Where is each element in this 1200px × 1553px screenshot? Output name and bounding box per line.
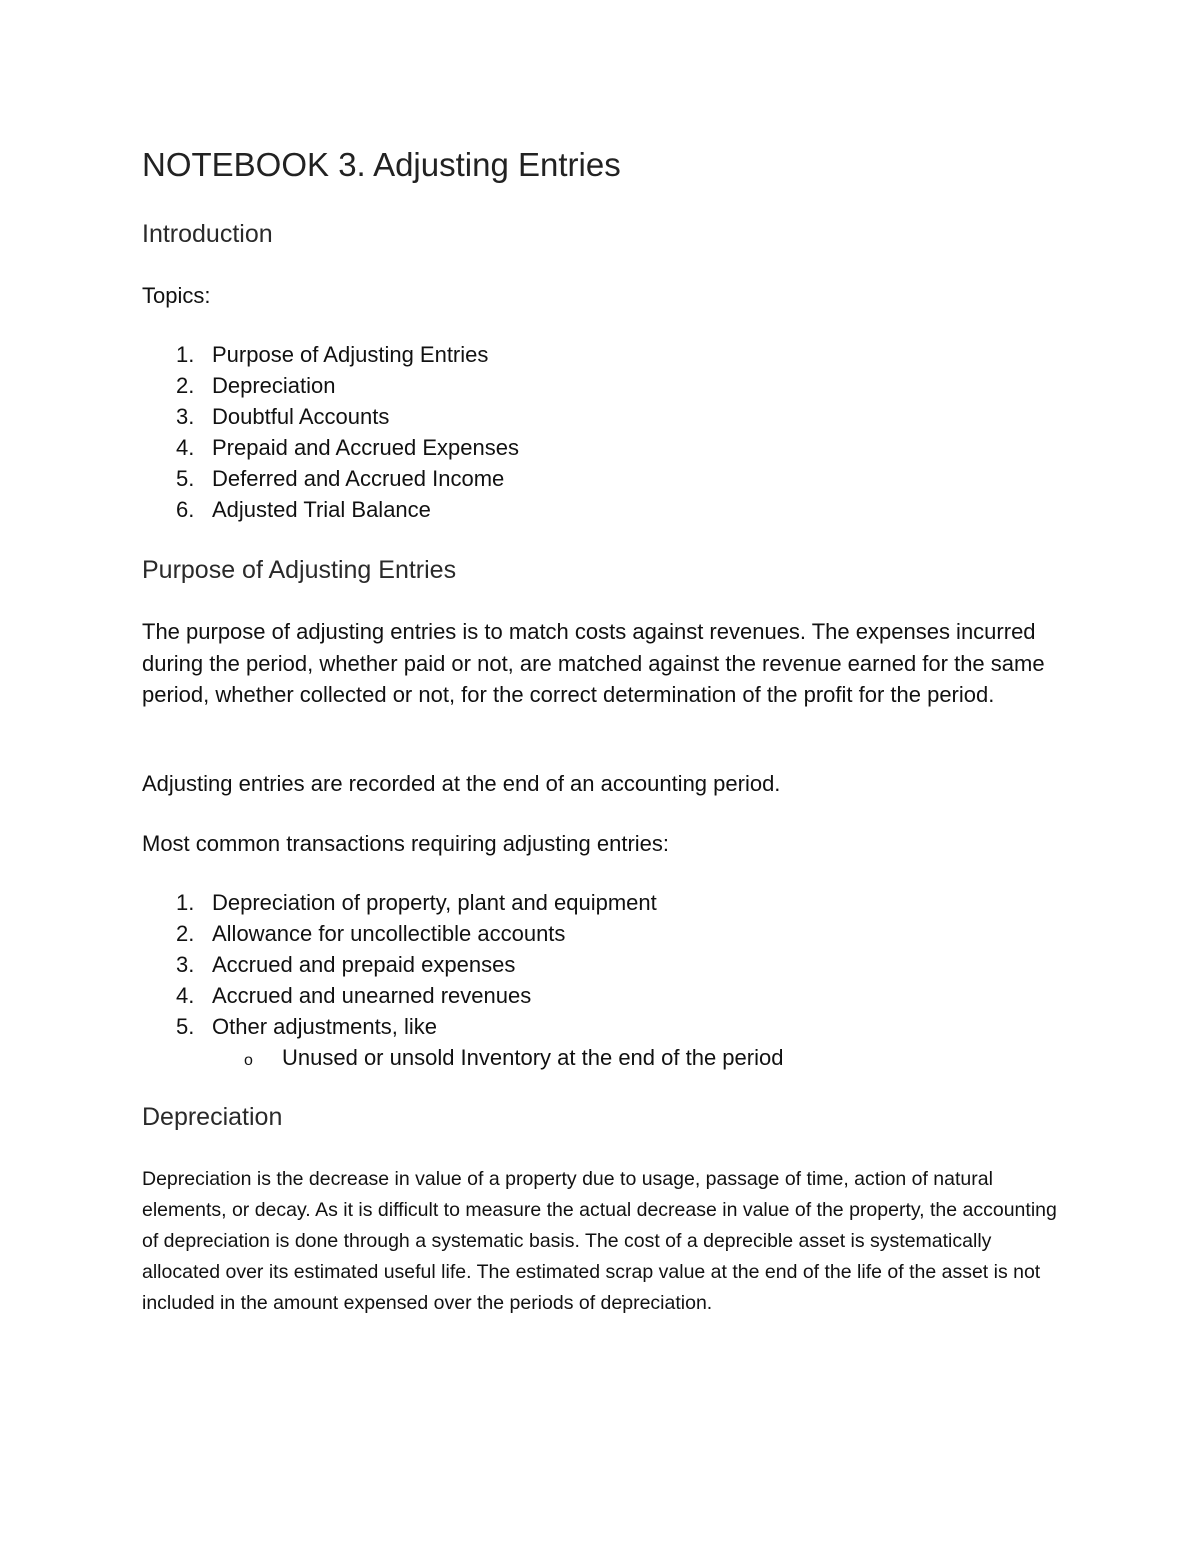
- common-transactions-label: Most common transactions requiring adjusting entries:: [142, 831, 670, 856]
- list-number: 1.: [176, 890, 195, 915]
- list-item: [142, 1011, 657, 1042]
- list-item: [142, 887, 657, 918]
- list-item: [142, 401, 519, 432]
- list-item-text: Allowance for uncollectible accounts: [212, 921, 566, 946]
- topics-list: [142, 339, 519, 525]
- list-item-text: Other adjustments, like: [212, 1014, 437, 1039]
- list-item: [142, 949, 657, 980]
- list-item-text: Prepaid and Accrued Expenses: [212, 435, 519, 460]
- topics-label: Topics:: [142, 283, 211, 308]
- purpose-paragraph: The purpose of adjusting entries is to match costs against revenues. The expenses incurred during the period, whether paid or not, are matched against the revenue earned for the same period, whether collected or not, for the correct determination of the profit for the period.: [142, 619, 1045, 707]
- list-number: 6.: [176, 497, 195, 522]
- list-number: 3.: [176, 404, 195, 429]
- list-item-text: Deferred and Accrued Income: [212, 466, 505, 491]
- recorded-paragraph: Adjusting entries are recorded at the end of an accounting period.: [142, 771, 781, 796]
- list-item-text: Depreciation of property, plant and equipment: [212, 890, 657, 915]
- list-item: [142, 918, 657, 949]
- introduction-heading: Introduction: [142, 220, 273, 248]
- list-item: [142, 370, 519, 401]
- list-item-text: Accrued and unearned revenues: [212, 983, 532, 1008]
- list-number: 2.: [176, 921, 195, 946]
- list-item-text: Doubtful Accounts: [212, 404, 390, 429]
- list-item-text: Depreciation: [212, 373, 336, 398]
- common-transactions-list: [142, 887, 657, 1042]
- list-item: [142, 339, 519, 370]
- list-item-text: Accrued and prepaid expenses: [212, 952, 516, 977]
- list-item: [142, 980, 657, 1011]
- depreciation-paragraph: Depreciation is the decrease in value of a property due to usage, passage of time, action of natural elements, or decay. As it is difficult to measure the actual decrease in value of the property, the accounting of depreciation is done through a systematic basis. The cost of a deprecible asset is systematically allocated over its estimated useful life. The estimated scrap value at the end of the life of the asset is not included in the amount expensed over the periods of depreciation.: [142, 1168, 1057, 1314]
- list-number: 1.: [176, 342, 195, 367]
- list-number: 3.: [176, 952, 195, 977]
- page-title: NOTEBOOK 3. Adjusting Entries: [142, 146, 621, 183]
- list-item-text: Adjusted Trial Balance: [212, 497, 431, 522]
- purpose-heading: Purpose of Adjusting Entries: [142, 556, 457, 584]
- list-item: [244, 1042, 783, 1073]
- list-item-text: Unused or unsold Inventory at the end of the period: [282, 1045, 784, 1070]
- list-number: 5.: [176, 466, 195, 491]
- list-number: 2.: [176, 373, 195, 398]
- depreciation-heading: Depreciation: [142, 1103, 283, 1131]
- other-adjustments-sublist: [244, 1042, 783, 1073]
- list-number: 4.: [176, 435, 195, 460]
- hollow-bullet-icon: o: [244, 1052, 253, 1069]
- list-item-text: Purpose of Adjusting Entries: [212, 342, 489, 367]
- list-item: [142, 494, 519, 525]
- list-item: [142, 432, 519, 463]
- list-number: 4.: [176, 983, 195, 1008]
- list-item: [142, 463, 519, 494]
- list-number: 5.: [176, 1014, 195, 1039]
